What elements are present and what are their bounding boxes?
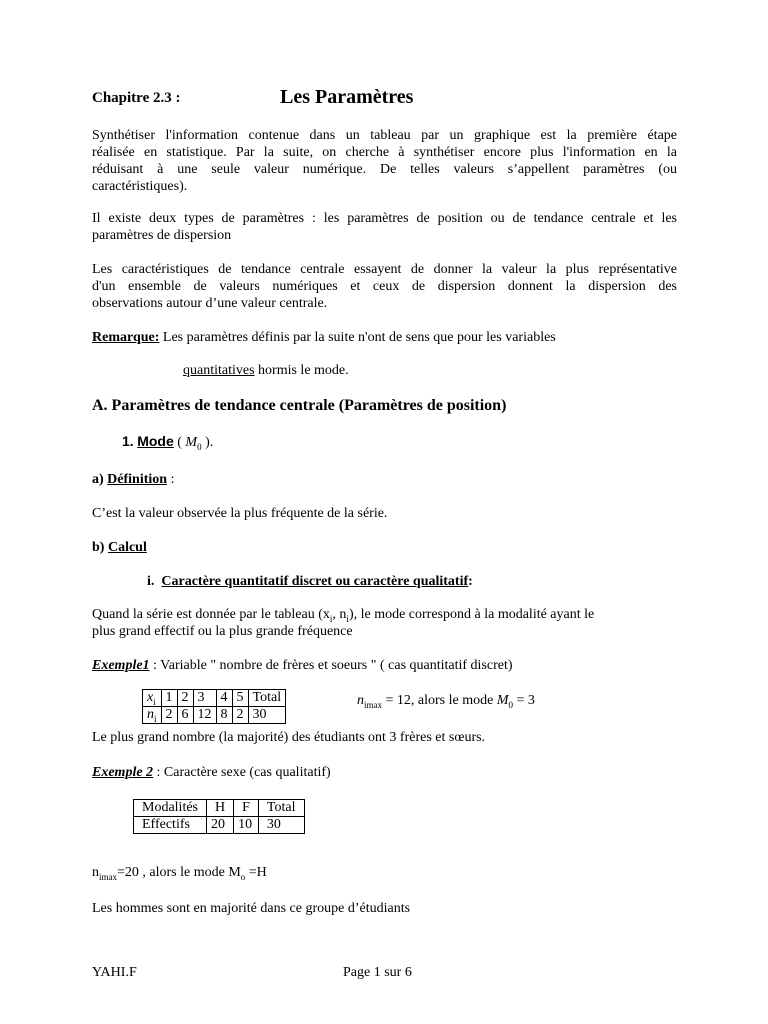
table-cell: 8 xyxy=(216,707,232,724)
example1-result xyxy=(357,692,535,709)
result-subscript: imax xyxy=(99,871,117,882)
table-cell: 5 xyxy=(232,690,248,707)
table-cell: 10 xyxy=(234,817,259,834)
table-cell: Total xyxy=(248,690,286,707)
table-cell: 12 xyxy=(193,707,216,724)
example1-heading xyxy=(92,657,513,674)
example2-label: Exemple 2 xyxy=(92,765,154,780)
text-line: caractéristiques). xyxy=(92,179,188,194)
definition-heading xyxy=(92,471,174,488)
result-text: = 12, alors le mode xyxy=(382,693,497,708)
table-cell: 2 xyxy=(177,690,193,707)
text-line: Il existe deux types de paramètres : les paramètres de position ou de tendance centrale et les xyxy=(92,211,677,226)
definition-text: C’est la valeur observée la plus fréquente de la série. xyxy=(92,506,388,521)
result-value: = 3 xyxy=(513,693,535,708)
example1-conclusion: Le plus grand nombre (la majorité) des étudiants ont 3 frères et sœurs. xyxy=(92,730,486,745)
mode-symbol: M xyxy=(185,435,198,450)
result-mode-subscript: o xyxy=(240,871,246,882)
mode-subscript: 0 xyxy=(197,441,202,452)
mode-number: 1. xyxy=(122,433,134,449)
subscript: i xyxy=(329,613,333,624)
example1-label: Exemple1 xyxy=(92,658,150,673)
text-fragment: ), le mode correspond à la modalité ayant le xyxy=(348,607,595,622)
example2-result xyxy=(92,864,267,881)
table-row xyxy=(134,817,305,834)
text-line: paramètres de dispersion xyxy=(92,228,232,243)
table-cell: Total xyxy=(258,800,304,817)
result-text: =20 , alors le mode M xyxy=(117,865,241,880)
intro-paragraph-3 xyxy=(92,261,677,312)
subsection-i-heading xyxy=(147,573,473,590)
remark-rest: hormis le mode. xyxy=(254,363,349,378)
footer-page-number: Page 1 sur 6 xyxy=(343,965,412,980)
subsection-number: i. xyxy=(147,574,155,589)
intro-paragraph-1 xyxy=(92,127,677,195)
text-line: Les caractéristiques de tendance centrale essayent de donner la valeur la plus représentative xyxy=(92,262,677,277)
table-cell: 30 xyxy=(258,817,304,834)
example2-heading xyxy=(92,764,331,781)
result-symbol: n xyxy=(92,865,99,880)
mode-open: ( xyxy=(173,435,186,450)
result-symbol: n xyxy=(357,693,364,708)
table-cell: 3 xyxy=(193,690,216,707)
definition-label: Définition xyxy=(107,472,168,487)
table-cell: Modalités xyxy=(134,800,207,817)
table-cell-header: $n_i$ xyxy=(143,707,162,724)
example1-text: : Variable " nombre de frères et soeurs " ( cas quantitatif discret) xyxy=(149,658,513,673)
text-fragment: , n xyxy=(332,607,347,622)
table-row xyxy=(143,690,286,707)
result-subscript: imax xyxy=(364,699,382,710)
remark-continuation xyxy=(183,362,349,379)
table-cell: 20 xyxy=(207,817,234,834)
text-line: observations autour d’une valeur centrale. xyxy=(92,296,328,311)
text-line: réduisant à une seule valeur numérique. De telles valeurs s’appellent paramètres (ou xyxy=(92,162,677,177)
calcul-prefix: b) xyxy=(92,540,108,555)
calcul-label: Calcul xyxy=(107,540,147,555)
page-title: Les Paramètres xyxy=(280,86,414,108)
result-value: =H xyxy=(245,865,267,880)
table-row xyxy=(143,707,286,724)
example2-table xyxy=(133,799,305,834)
mode-close: ). xyxy=(201,435,214,450)
result-mode-subscript: 0 xyxy=(508,699,513,710)
subsection-title: Caractère quantitatif discret ou caractère qualitatif xyxy=(161,574,469,589)
result-mode-symbol: M xyxy=(496,693,509,708)
table-cell: 6 xyxy=(177,707,193,724)
example2-conclusion: Les hommes sont en majorité dans ce groupe d’étudiants xyxy=(92,901,411,916)
definition-suffix: : xyxy=(167,472,175,487)
table-cell: 2 xyxy=(232,707,248,724)
table-cell: Effectifs xyxy=(134,817,207,834)
calcul-heading xyxy=(92,539,147,556)
mode-heading xyxy=(122,433,213,451)
series-text-line-2: plus grand effectif ou la plus grande fréquence xyxy=(92,624,353,639)
table-cell: 4 xyxy=(216,690,232,707)
table-cell: F xyxy=(234,800,259,817)
subscript: i xyxy=(346,613,349,624)
section-a-title: A. Paramètres de tendance centrale (Paramètres de position) xyxy=(92,397,507,414)
definition-prefix: a) xyxy=(92,472,108,487)
remark xyxy=(92,329,556,346)
text-line: d'un ensemble de valeurs numériques et ceux de dispersion donnent la dispersion des xyxy=(92,279,677,294)
example1-table xyxy=(142,689,286,724)
chapter-label: Chapitre 2.3 : xyxy=(92,90,181,106)
table-cell-header: $x_i$ xyxy=(143,690,162,707)
intro-paragraph-2 xyxy=(92,210,677,244)
footer-author: YAHI.F xyxy=(92,965,137,980)
table-cell: H xyxy=(207,800,234,817)
mode-label: Mode xyxy=(137,433,174,449)
remark-text: Les paramètres définis par la suite n'ont de sens que pour les variables xyxy=(159,330,556,345)
table-cell: 30 xyxy=(248,707,286,724)
example2-text: : Caractère sexe (cas qualitatif) xyxy=(153,765,331,780)
series-text-line-1 xyxy=(92,606,677,623)
remark-label: Remarque: xyxy=(92,330,160,345)
subsection-colon: : xyxy=(468,574,473,589)
table-cell: 2 xyxy=(161,707,177,724)
text-line: Synthétiser l'information contenue dans un tableau par un graphique est la première étape xyxy=(92,128,677,143)
text-fragment: Quand la série est donnée par le tableau (x xyxy=(92,607,330,622)
table-cell: 1 xyxy=(161,690,177,707)
remark-word: quantitatives xyxy=(183,363,255,378)
table-row xyxy=(134,800,305,817)
text-line: réalisée en statistique. Par la suite, on cherche à synthétiser encore plus l'information en la xyxy=(92,145,677,160)
